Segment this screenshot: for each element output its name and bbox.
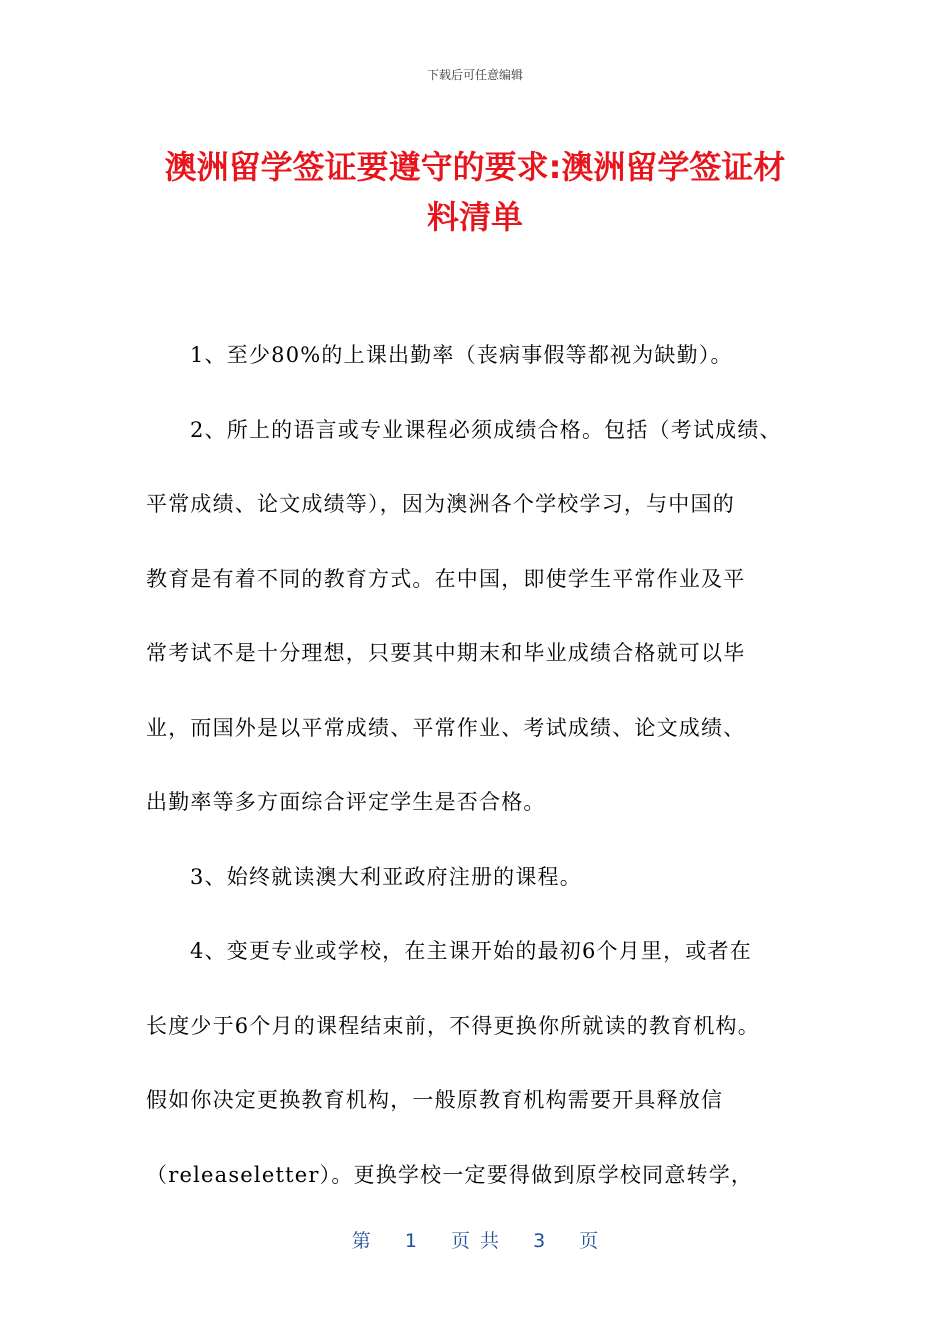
body-line: 假如你决定更换教育机构，一般原教育机构需要开具释放信 <box>146 1088 724 1112</box>
body-line: 平常成绩、论文成绩等），因为澳洲各个学校学习，与中国的 <box>146 492 735 516</box>
body-line: 出勤率等多方面综合评定学生是否合格。 <box>146 790 546 814</box>
body-line: 常考试不是十分理想，只要其中期末和毕业成绩合格就可以毕 <box>146 641 746 665</box>
document-title <box>120 142 830 242</box>
footer-prefix: 第 <box>351 1230 371 1252</box>
header-note: 下载后可任意编辑 <box>426 68 523 82</box>
footer-middle: 页 共 <box>450 1230 500 1252</box>
body-line: 1、至少80%的上课出勤率（丧病事假等都视为缺勤）。 <box>190 343 733 367</box>
body-line: 业，而国外是以平常成绩、平常作业、考试成绩、论文成绩、 <box>146 715 746 740</box>
body-line: 3、始终就读澳大利亚政府注册的课程。 <box>190 864 582 889</box>
title-line-2: 料清单 <box>426 198 523 236</box>
body-line: 长度少于6个月的课程结束前，不得更换你所就读的教育机构。 <box>146 1013 760 1038</box>
body-line: 4、变更专业或学校，在主课开始的最初6个月里，或者在 <box>190 939 752 963</box>
footer-suffix: 页 <box>579 1230 599 1252</box>
page-footer <box>0 1226 950 1253</box>
body-line: （releaseletter）。更换学校一定要得做到原学校同意转学， <box>146 1162 754 1187</box>
title-line-1: 澳洲留学签证要遵守的要求:澳洲留学签证材 <box>164 148 786 186</box>
body-line: 教育是有着不同的教育方式。在中国，即使学生平常作业及平 <box>146 566 746 591</box>
footer-current-page: 1 <box>404 1230 417 1252</box>
footer-total-pages: 3 <box>533 1230 546 1252</box>
body-line: 2、所上的语言或专业课程必须成绩合格。包括（考试成绩、 <box>190 417 782 442</box>
document-body <box>146 318 846 1212</box>
